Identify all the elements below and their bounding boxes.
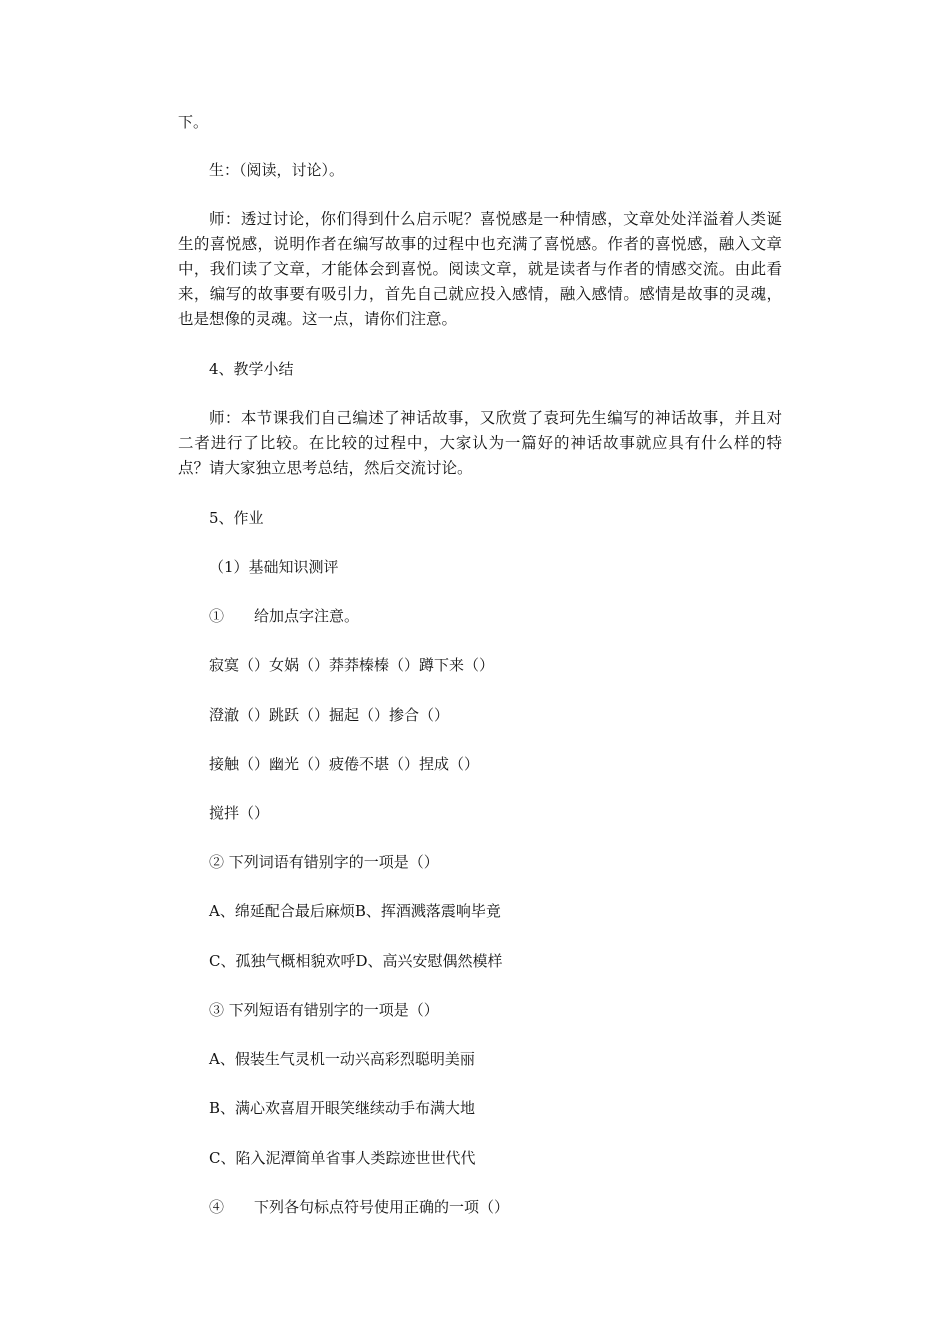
question-3-option-a: A、假装生气灵机一动兴高彩烈聪明美丽 bbox=[209, 1050, 475, 1068]
teacher-paragraph-2: 师：本节课我们自己编述了神话故事，又欣赏了袁珂先生编写的神话故事，并且对二者进行了比较。在比较的过程中，大家认为一篇好的神话故事就应具有什么样的特点？请大家独立思考总结，然后交流讨论。 bbox=[178, 409, 782, 477]
question-2-options-cd: C、孤独气概相貌欢呼D、高兴安慰偶然模样 bbox=[209, 952, 503, 970]
question-2-options-ab: A、绵延配合最后麻烦B、挥酒溅落震响毕竟 bbox=[209, 902, 501, 920]
teacher-paragraph-1: 师：透过讨论，你们得到什么启示呢？喜悦感是一种情感，文章处处洋溢着人类诞生的喜悦感，说明作者在编写故事的过程中也充满了喜悦感。作者的喜悦感，融入文章中，我们读了文章，才能体会到喜悦。阅读文章，就是读者与作者的情感交流。由此看来，编写的故事要有吸引力，首先自己就应投入感情，融入感情。感情是故事的灵魂，也是想像的灵魂。这一点，请你们注意。 bbox=[178, 210, 782, 328]
question-4: ④ 下列各句标点符号使用正确的一项（） bbox=[209, 1198, 510, 1216]
section-heading-summary: 4、教学小结 bbox=[209, 360, 294, 378]
continuation-line: 下。 bbox=[178, 113, 209, 131]
word-list-row-3: 接触（）幽光（）疲倦不堪（）捏成（） bbox=[209, 755, 480, 773]
word-list-row-2: 澄澈（）跳跃（）掘起（）掺合（） bbox=[209, 706, 450, 724]
word-list-row-1: 寂寞（）女娲（）莽莽榛榛（）蹲下来（） bbox=[209, 656, 495, 674]
question-3: ③ 下列短语有错别字的一项是（） bbox=[209, 1001, 439, 1019]
question-3-option-b: B、满心欢喜眉开眼笑继续动手布满大地 bbox=[209, 1099, 476, 1117]
subsection-heading: （1）基础知识测评 bbox=[209, 558, 339, 576]
question-3-option-c: C、陷入泥潭简单省事人类踪迹世世代代 bbox=[209, 1149, 476, 1167]
student-line: 生：（阅读，讨论）。 bbox=[209, 161, 345, 179]
section-heading-homework: 5、作业 bbox=[209, 509, 264, 527]
question-2: ② 下列词语有错别字的一项是（） bbox=[209, 853, 439, 871]
question-1: ① 给加点字注意。 bbox=[209, 607, 360, 625]
word-list-row-4: 搅拌（） bbox=[209, 804, 270, 822]
